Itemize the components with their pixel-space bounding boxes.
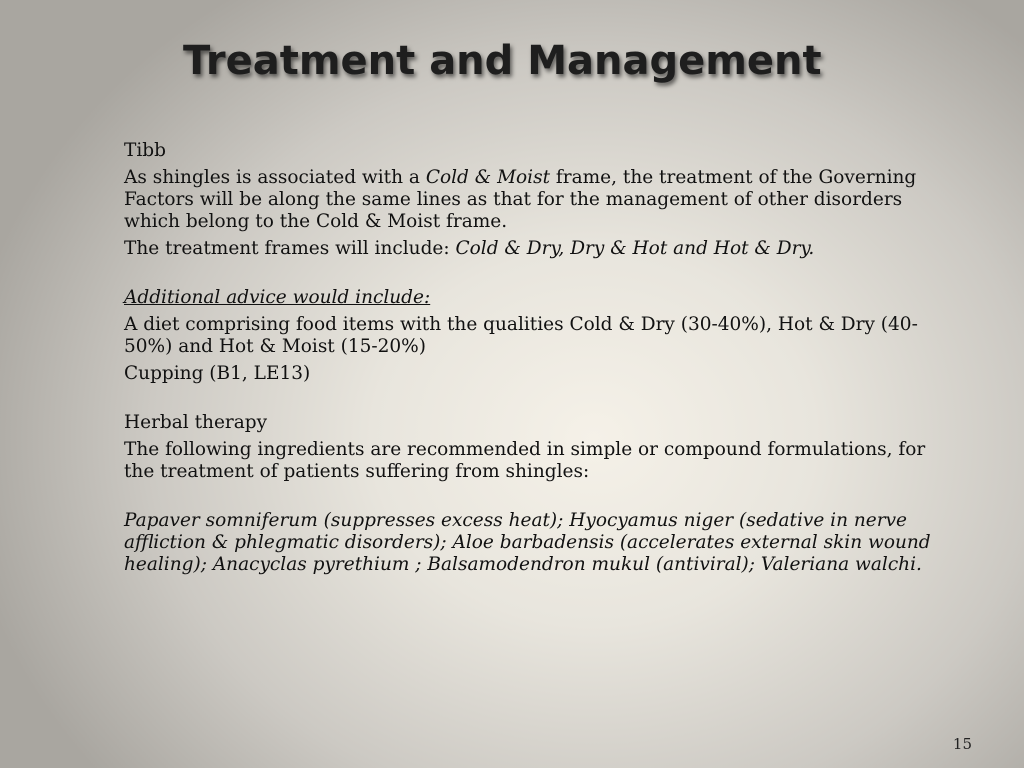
treatment-frames-list: Cold & Dry, Dry & Hot and Hot & Dry. <box>455 238 815 259</box>
slide-title: Treatment and Management <box>183 38 822 84</box>
treatment-frames-paragraph <box>124 238 959 260</box>
diet-paragraph: A diet comprising food items with the qualities Cold & Dry (30-40%), Hot & Dry (40-50%) and Hot & Moist (15-20%) <box>124 314 918 357</box>
herbal-intro-paragraph: The following ingredients are recommended in simple or compound formulations, for the treatment of patients suffering from shingles: <box>124 439 926 482</box>
shingles-frame-emphasis: Cold & Moist <box>425 167 551 188</box>
herbal-heading: Herbal therapy <box>124 412 268 433</box>
shingles-text-start: As shingles is associated with a <box>124 167 426 188</box>
treatment-frames-label: The treatment frames will include: <box>124 238 456 259</box>
shingles-paragraph <box>124 167 959 233</box>
page-number: 15 <box>952 735 972 753</box>
shingles-text-end: frame, the treatment of the Governing Factors will be along the same lines as that for the management of other disorders which belong to the Cold & Moist frame. <box>124 167 917 232</box>
slide-body <box>124 140 959 576</box>
herbal-list-paragraph: Papaver somniferum (suppresses excess heat); Hyocyamus niger (sedative in nerve affliction & phlegmatic disorders); Aloe barbadensis (accelerates external skin wound healing); Anacyclas pyrethium ; Balsamodendron mukul (antiviral); Valeriana walchi. <box>124 510 931 575</box>
advice-heading: Additional advice would include: <box>124 287 431 308</box>
tibb-heading: Tibb <box>124 140 166 161</box>
cupping-paragraph: Cupping (B1, LE13) <box>124 363 311 384</box>
